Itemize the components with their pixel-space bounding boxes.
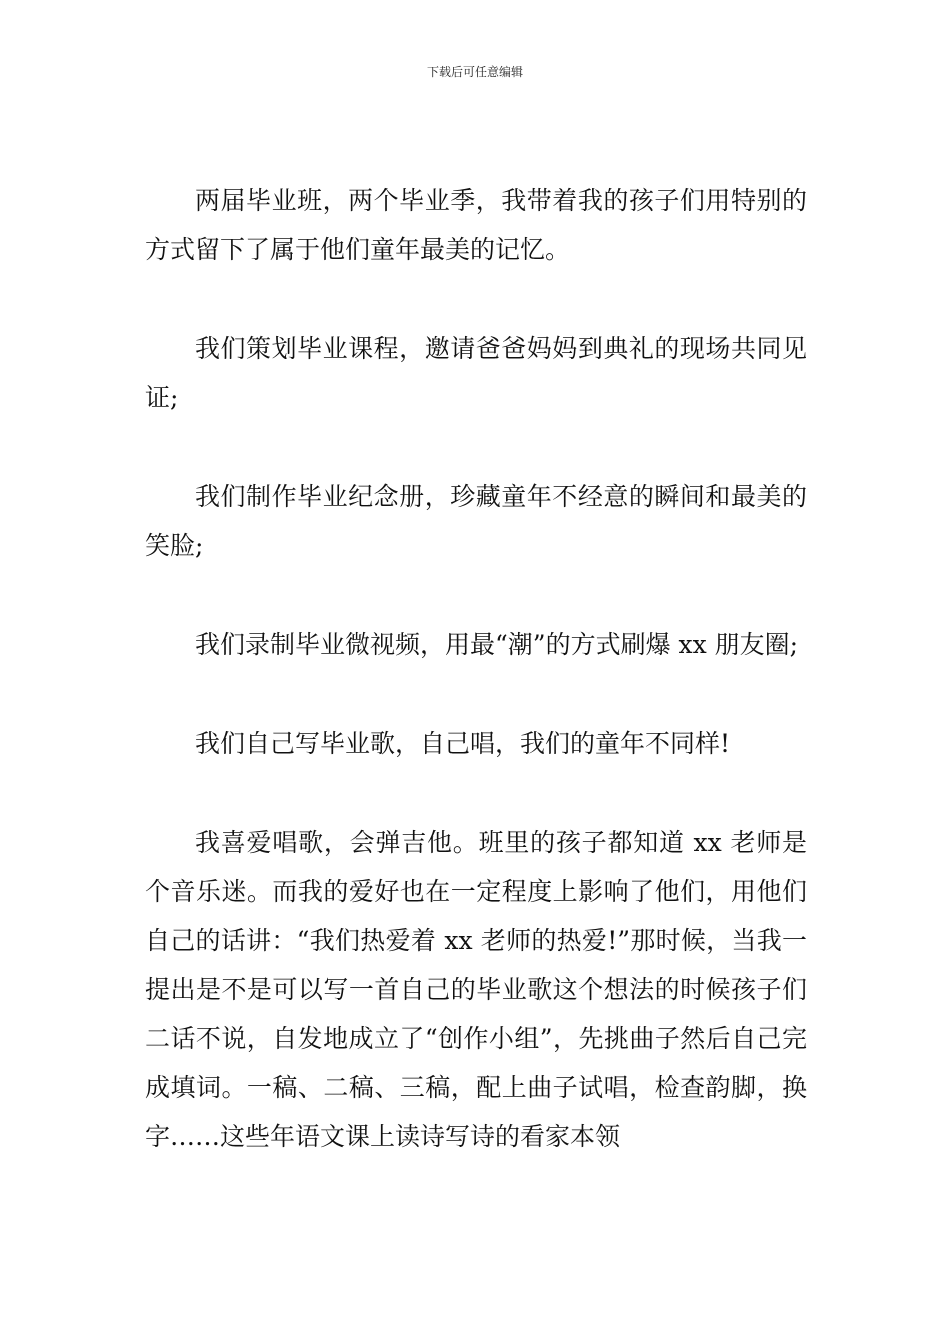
paragraph-graduation-seasons: 两届毕业班，两个毕业季，我带着我的孩子们用特别的方式留下了属于他们童年最美的记忆。 (145, 186, 807, 264)
paragraph-memorial-album: 我们制作毕业纪念册，珍藏童年不经意的瞬间和最美的笑脸; (145, 482, 807, 560)
paragraph-music-story: 我喜爱唱歌，会弹吉他。班里的孩子都知道 xx 老师是个音乐迷。而我的爱好也在一定程度上影响了他们，用他们自己的话讲：“我们热爱着 xx 老师的热爱!”那时候，当我一提出是不是可以写一首自己的毕业歌这个想法的时候孩子们二话不说，自发地成立了“创作小组”，先挑曲子然后自己完成填词。一稿、二稿、三稿，配上曲子试唱，检查韵脚，换字……这些年语文课上读诗写诗的看家本领 (145, 828, 807, 1151)
paragraph-micro-video: 我们录制毕业微视频，用最“潮”的方式刷爆 xx 朋友圈; (195, 630, 799, 659)
paragraph-graduation-course: 我们策划毕业课程，邀请爸爸妈妈到典礼的现场共同见证; (145, 334, 807, 412)
paragraph-graduation-song: 我们自己写毕业歌，自己唱，我们的童年不同样! (195, 729, 731, 758)
page-header: 下载后可任意编辑 (426, 65, 523, 79)
document-body (145, 176, 807, 1161)
